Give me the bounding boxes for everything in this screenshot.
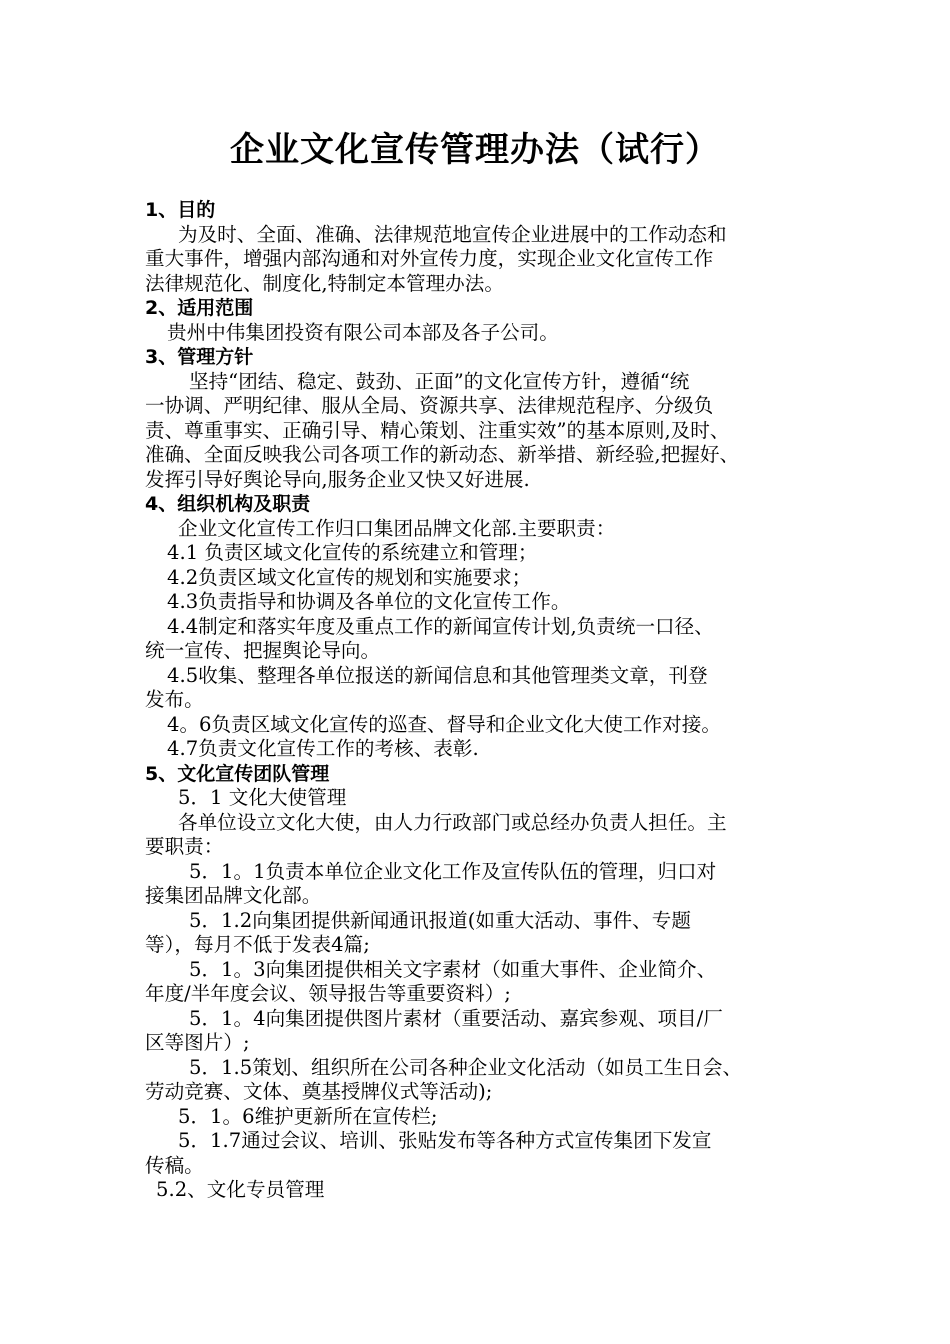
list-item: 5．1。4向集团提供图片素材（重要活动、嘉宾参观、项目/厂 — [189, 1006, 723, 1030]
list-item-continuation: 等），每月不低于发表4篇; — [145, 933, 370, 956]
list-item: 4.5收集、整理各单位报送的新闻信息和其他管理类文章，刊登 — [167, 663, 708, 687]
paragraph-line: 各单位设立文化大使，由人力行政部门或总经办负责人担任。主 — [178, 810, 727, 834]
section-heading-team: 5、文化宣传团队管理 — [145, 762, 330, 785]
paragraph-line: 贵州中伟集团投资有限公司本部及各子公司。 — [167, 320, 559, 344]
list-item: 4.1 负责区域文化宣传的系统建立和管理； — [167, 541, 538, 564]
list-item: 5．1。1负责本单位企业文化工作及宣传队伍的管理，归口对 — [189, 859, 717, 883]
paragraph-line: 发挥引导好舆论导向,服务企业又快又好进展. — [145, 467, 530, 491]
subsection-heading: 5.2、文化专员管理 — [156, 1178, 325, 1201]
list-item-continuation: 年度/半年度会议、领导报告等重要资料）; — [145, 982, 511, 1005]
paragraph-line: 法律规范化、制度化,特制定本管理办法。 — [145, 271, 504, 295]
list-item: 4.3负责指导和协调及各单位的文化宣传工作。 — [167, 590, 571, 613]
list-item: 5．1。6维护更新所在宣传栏; — [178, 1104, 438, 1128]
list-item-continuation: 区等图片）; — [145, 1031, 250, 1054]
list-item: 5．1.7通过会议、培训、张贴发布等各种方式宣传集团下发宣 — [178, 1129, 712, 1152]
section-heading-organization: 4、组织机构及职责 — [145, 493, 311, 515]
paragraph-line: 坚持“团结、稳定、鼓劲、正面”的文化宣传方针，遵循“统 — [189, 369, 690, 393]
list-item-continuation: 传稿。 — [145, 1153, 204, 1177]
paragraph-line: 要职责： — [145, 835, 224, 858]
list-item: 4.2负责区域文化宣传的规划和实施要求； — [167, 565, 532, 589]
paragraph-line: 企业文化宣传工作归口集团品牌文化部.主要职责： — [178, 516, 616, 540]
paragraph-line: 为及时、全面、准确、法律规范地宣传企业进展中的工作动态和 — [178, 222, 727, 246]
paragraph-line: 一协调、严明纪律、服从全局、资源共享、法律规范程序、分级负 — [145, 394, 714, 417]
list-item: 4.7负责文化宣传工作的考核、表彰. — [167, 737, 479, 760]
section-heading-policy: 3、管理方针 — [145, 346, 254, 368]
list-item: 5．1.5策划、组织所在公司各种企业文化活动（如员工生日会、 — [189, 1055, 743, 1079]
list-item: 4.4制定和落实年度及重点工作的新闻宣传计划,负责统一口径、 — [167, 614, 714, 638]
list-item-continuation: 统一宣传、把握舆论导向。 — [145, 639, 381, 662]
paragraph-line: 准确、全面反映我公司各项工作的新动态、新举措、新经验,把握好、 — [145, 443, 740, 466]
paragraph-line: 重大事件，增强内部沟通和对外宣传力度，实现企业文化宣传工作 — [145, 247, 714, 270]
section-heading-purpose: 1、目的 — [145, 199, 216, 221]
list-item-continuation: 劳动竞赛、文体、奠基授牌仪式等活动); — [145, 1080, 493, 1103]
document-title: 企业文化宣传管理办法（试行） — [230, 130, 720, 170]
document-body — [145, 198, 810, 1203]
subsection-heading: 5．1 文化大使管理 — [178, 786, 347, 809]
list-item: 4。6负责区域文化宣传的巡查、督导和企业文化大使工作对接。 — [167, 712, 721, 736]
section-heading-scope: 2、适用范围 — [145, 297, 254, 319]
list-item: 5．1.2向集团提供新闻通讯报道(如重大活动、事件、专题 — [189, 908, 691, 932]
list-item-continuation: 接集团品牌文化部。 — [145, 884, 322, 907]
list-item: 5．1。3向集团提供相关文字素材（如重大事件、企业简介、 — [189, 957, 717, 981]
list-item-continuation: 发布。 — [145, 688, 204, 711]
paragraph-line: 责、尊重事实、正确引导、精心策划、注重实效”的基本原则,及时、 — [145, 418, 730, 442]
